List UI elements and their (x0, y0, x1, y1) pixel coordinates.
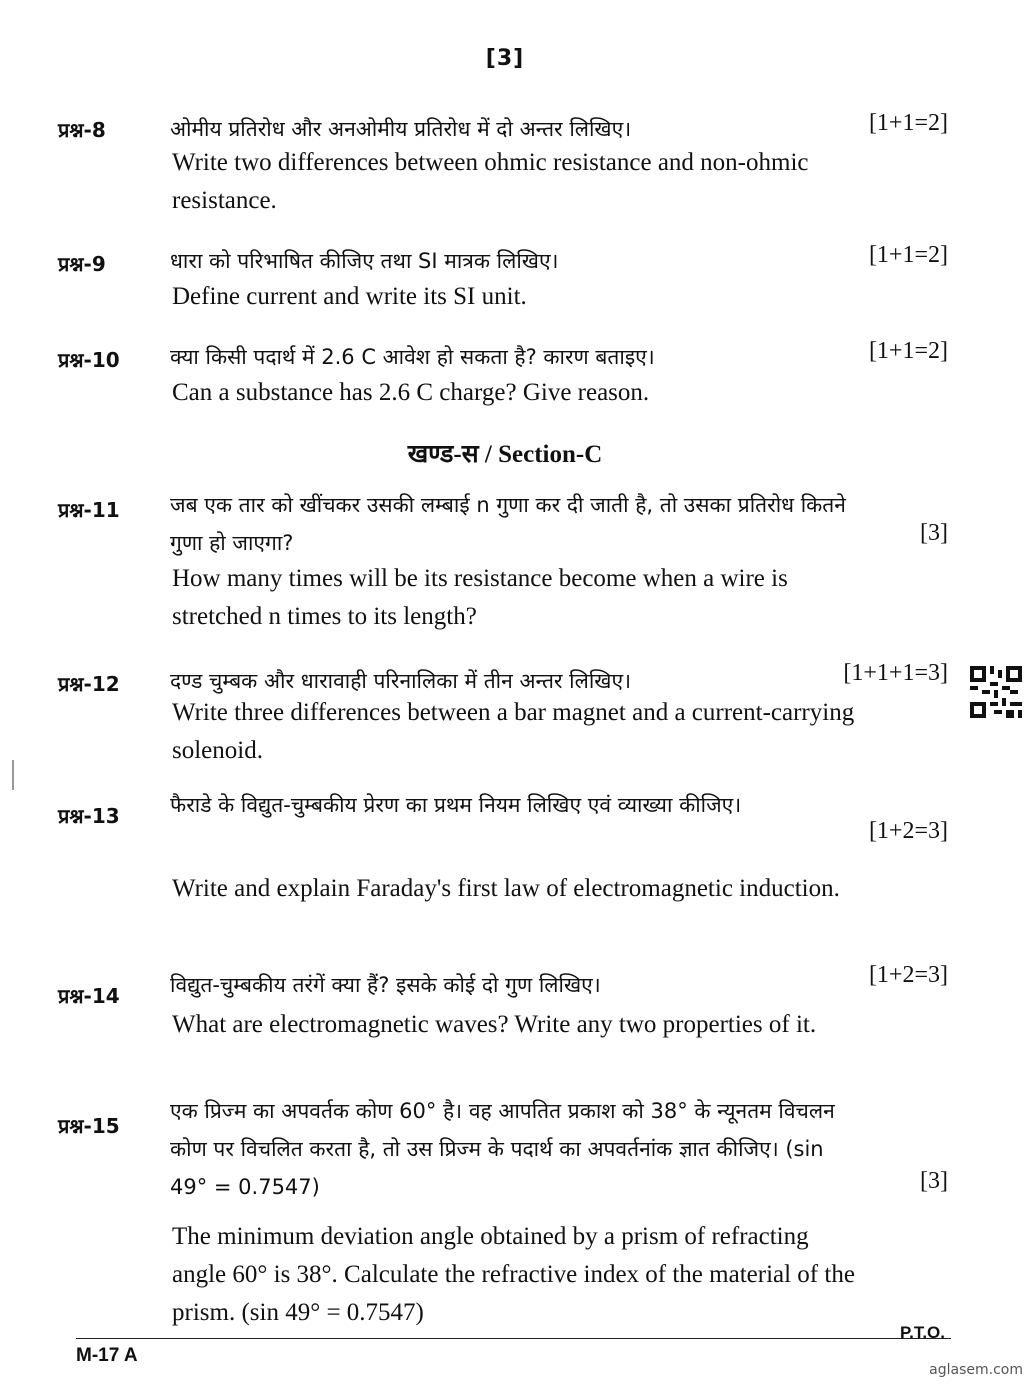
question-label: प्रश्न-11 (58, 498, 120, 522)
question-hindi-text: फैराडे के विद्युत-चुम्बकीय प्रेरण का प्रथम नियम लिखिए एवं व्याख्या कीजिए। (170, 793, 742, 817)
footer-divider (76, 1338, 951, 1339)
question-english-text: Can a substance has 2.6 C charge? Give reason. (172, 379, 650, 406)
page-number: [3] (485, 46, 525, 71)
question-english-text: The minimum deviation angle obtained by a prism of refracting angle 60° is 38°. Calculate the refractive index of the material of the prism. (sin 49° = 0.7547) (172, 1223, 855, 1326)
scan-mark (12, 760, 14, 790)
question-marks: [1+1=2] (868, 242, 948, 268)
question-marks: [1+1=2] (868, 338, 948, 364)
question-label: प्रश्न-15 (58, 1114, 120, 1138)
question-label: प्रश्न-14 (58, 984, 120, 1008)
question-english-text: Write and explain Faraday's first law of electromagnetic induction. (172, 875, 840, 902)
section-c-heading: खण्ड-स / Section-C (407, 441, 603, 468)
question-english-text: What are electromagnetic waves? Write any two properties of it. (172, 1011, 817, 1038)
question-hindi-text: एक प्रिज्म का अपवर्तक कोण 60° है। वह आपतित प्रकाश को 38° के न्यूनतम विचलन कोण पर विचलित करता है, तो उस प्रिज्म के पदार्थ का अपवर्तनांक ज्ञात कीजिए। (sin 49° = 0.7547) (170, 1099, 835, 1199)
question-marks: [1+2=3] (868, 962, 948, 988)
question-hindi-text: विद्युत-चुम्बकीय तरंगें क्या हैं? इसके कोई दो गुण लिखिए। (170, 973, 601, 997)
question-english-text: Define current and write its SI unit. (172, 283, 527, 310)
qr-code-icon (970, 666, 1022, 718)
question-hindi-text: क्या किसी पदार्थ में 2.6 C आवेश हो सकता है? कारण बताइए। (170, 345, 655, 369)
question-label: प्रश्न-10 (58, 348, 120, 372)
pto-label: P.T.O. (899, 1323, 945, 1342)
question-marks: [1+2=3] (868, 818, 948, 844)
question-english-text: Write two differences between ohmic resistance and non-ohmic resistance. (172, 149, 809, 214)
question-english-text: Write three differences between a bar magnet and a current-carrying solenoid. (172, 699, 855, 764)
question-english-text: How many times will be its resistance become when a wire is stretched n times to its length? (172, 565, 788, 630)
question-label: प्रश्न-9 (58, 252, 106, 276)
question-marks: [3] (920, 520, 948, 546)
question-label: प्रश्न-8 (58, 118, 106, 142)
question-marks: [3] (920, 1168, 948, 1194)
question-marks: [1+1=2] (868, 110, 948, 136)
question-label: प्रश्न-13 (58, 804, 120, 828)
question-label: प्रश्न-12 (58, 672, 120, 696)
question-hindi-text: ओमीय प्रतिरोध और अनओमीय प्रतिरोध में दो अन्तर लिखिए। (170, 117, 632, 141)
question-hindi-text: धारा को परिभाषित कीजिए तथा SI मात्रक लिखिए। (170, 249, 559, 273)
watermark: aglasem.com (929, 1362, 1023, 1378)
paper-code: M-17 A (76, 1345, 138, 1366)
question-hindi-text: जब एक तार को खींचकर उसकी लम्बाई n गुणा कर दी जाती है, तो उसका प्रतिरोध कितने गुणा हो जाएगा? (170, 493, 846, 555)
question-marks: [1+1+1=3] (843, 660, 948, 686)
question-hindi-text: दण्ड चुम्बक और धारावाही परिनालिका में तीन अन्तर लिखिए। (170, 669, 632, 693)
